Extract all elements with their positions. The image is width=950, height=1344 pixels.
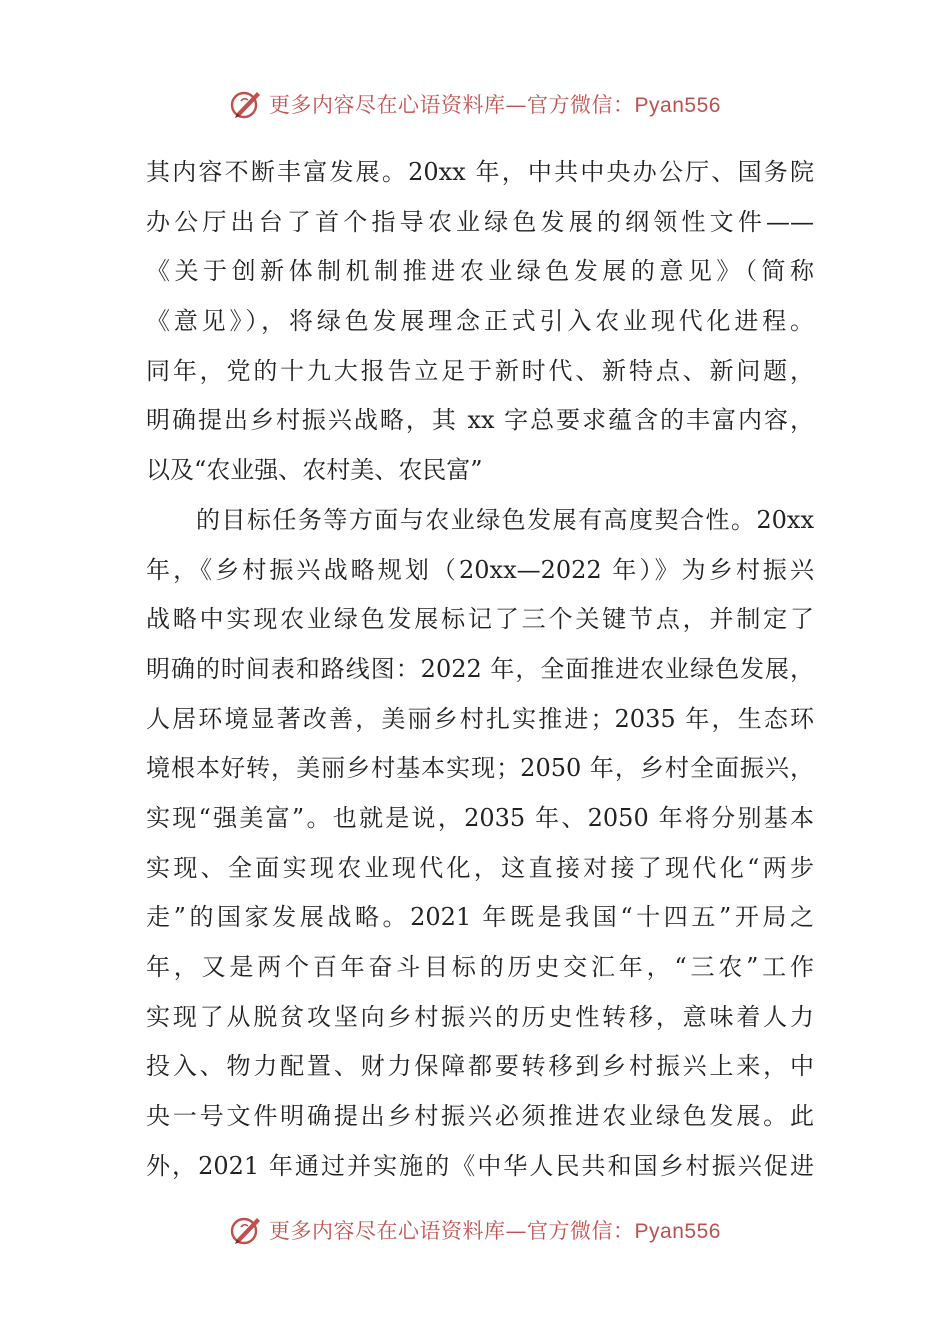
body-line: 《意见》），将绿色发展理念正式引入农业现代化进程。 bbox=[146, 307, 814, 336]
body-line: 明确的时间表和路线图：2022 年，全面推进农业绿色发展， bbox=[146, 654, 814, 683]
body-line: 投入、物力配置、财力保障都要转移到乡村振兴上来，中 bbox=[146, 1052, 814, 1081]
footer-banner bbox=[0, 1210, 950, 1250]
body-line: 年，《乡村振兴战略规划（20xx—2022 年）》为乡村振兴 bbox=[146, 555, 814, 584]
footer-wechat-handle: Pyan556 bbox=[634, 1220, 721, 1243]
footer-separator: — bbox=[505, 1219, 528, 1243]
header-separator: — bbox=[505, 93, 528, 117]
footer-wechat-label: 官方微信： bbox=[527, 1219, 635, 1243]
footer-site-name: 更多内容尽在心语资料库 bbox=[269, 1219, 506, 1243]
document-body bbox=[146, 148, 814, 1191]
footer-banner-text bbox=[269, 1215, 721, 1245]
body-line: 人居环境显著改善，美丽乡村扎实推进；2035 年，生态环 bbox=[146, 704, 814, 733]
body-line: 同年，党的十九大报告立足于新时代、新特点、新问题， bbox=[146, 356, 814, 385]
header-wechat-label: 官方微信： bbox=[527, 93, 635, 117]
header-banner-text bbox=[269, 89, 721, 119]
body-line: 办公厅出台了首个指导农业绿色发展的纲领性文件—— bbox=[146, 207, 814, 236]
body-line: 《关于创新体制机制推进农业绿色发展的意见》（简称 bbox=[146, 257, 814, 286]
header-wechat-handle: Pyan556 bbox=[634, 94, 721, 117]
body-line: 外，2021 年通过并实施的《中华人民共和国乡村振兴促进 bbox=[146, 1151, 814, 1180]
pen-logo-icon bbox=[229, 87, 263, 121]
body-line: 实现、全面实现农业现代化，这直接对接了现代化“两步 bbox=[146, 853, 814, 882]
body-line: 明确提出乡村振兴战略，其 xx 字总要求蕴含的丰富内容， bbox=[146, 406, 814, 435]
body-line: 以及“农业强、农村美、农民富” bbox=[146, 456, 483, 485]
body-line: 实现了从脱贫攻坚向乡村振兴的历史性转移，意味着人力 bbox=[146, 1002, 814, 1031]
body-line: 境根本好转，美丽乡村基本实现；2050 年，乡村全面振兴， bbox=[146, 754, 814, 783]
body-line: 其内容不断丰富发展。20xx 年，中共中央办公厅、国务院 bbox=[146, 158, 814, 186]
body-line: 实现“强美富”。也就是说，2035 年、2050 年将分别基本 bbox=[146, 803, 814, 832]
body-line: 年，又是两个百年奋斗目标的历史交汇年，“三农”工作 bbox=[146, 953, 814, 981]
header-banner bbox=[0, 84, 950, 124]
body-line: 的目标任务等方面与农业绿色发展有高度契合性。20xx bbox=[196, 505, 814, 534]
body-line: 央一号文件明确提出乡村振兴必须推进农业绿色发展。此 bbox=[146, 1102, 814, 1131]
body-line: 走”的国家发展战略。2021 年既是我国“十四五”开局之 bbox=[146, 903, 814, 932]
header-site-name: 更多内容尽在心语资料库 bbox=[269, 93, 506, 117]
pen-logo-icon bbox=[229, 1213, 263, 1247]
body-line: 战略中实现农业绿色发展标记了三个关键节点，并制定了 bbox=[146, 605, 814, 634]
